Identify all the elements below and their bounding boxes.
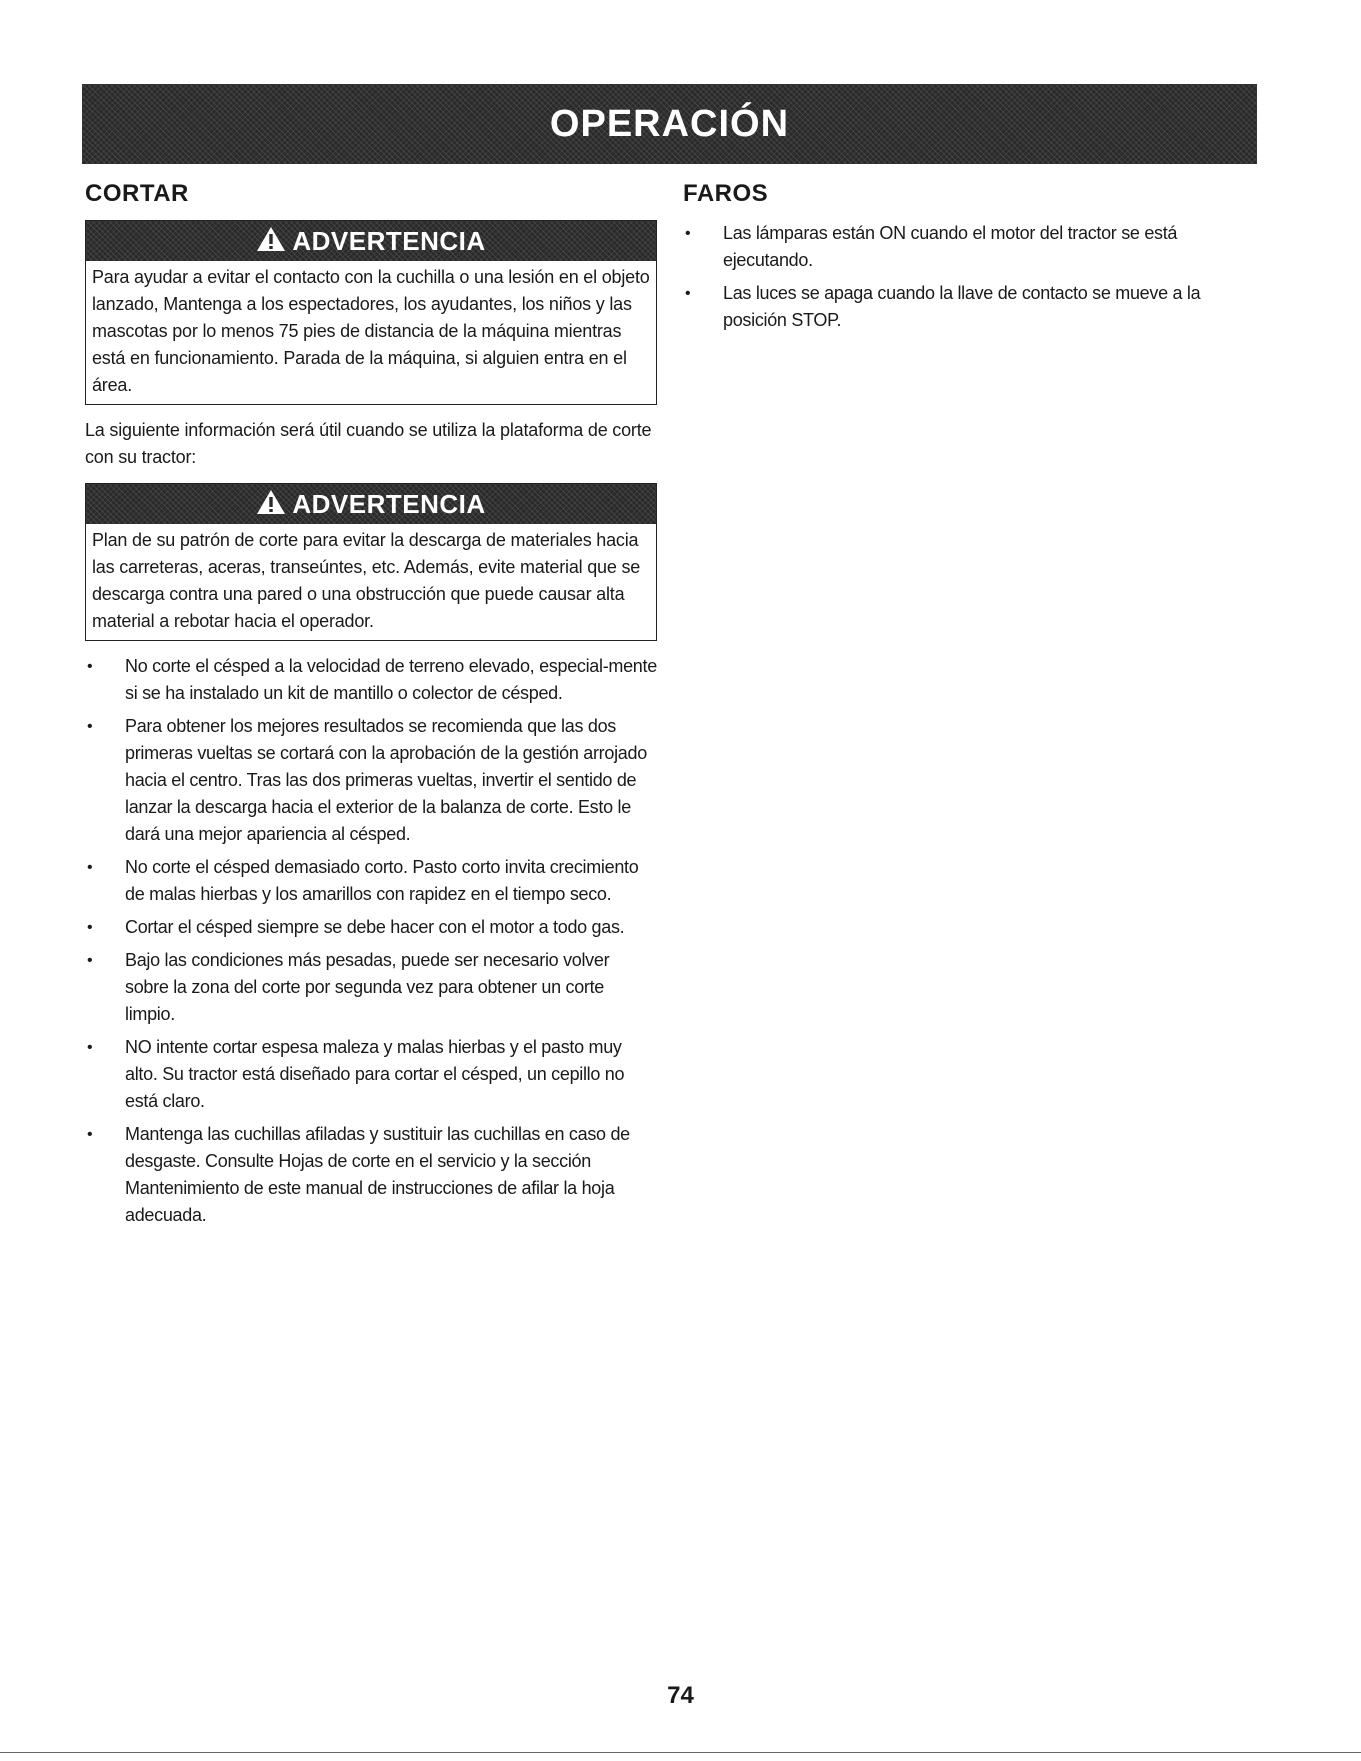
bullet-dot-icon: • — [87, 952, 93, 969]
page-number: 74 — [667, 1682, 694, 1709]
warning-text-1: Para ayudar a evitar el contacto con la cuchilla o una lesión en el objeto lanzado, Mantenga a los espectadores, los ayudantes, los niños y las mascotas por lo menos 75 pies de distancia de la máquina mientras está en funcionamiento. Parada de la máquina, si alguien entra en el área. — [92, 267, 650, 395]
faros-bullet-list — [683, 220, 1243, 334]
list-item: • NO intente cortar espesa maleza y malas hierbas y el pasto muy alto. Su tractor está diseñado para cortar el césped, un cepillo no está claro. — [85, 1034, 657, 1115]
faros-heading: FAROS — [683, 180, 769, 207]
warning-header-1 — [86, 221, 656, 261]
bullet-dot-icon: • — [87, 658, 93, 675]
bullet-dot-icon: • — [87, 1039, 93, 1056]
bullet-dot-icon: • — [685, 285, 691, 302]
warning-box-1 — [85, 220, 657, 405]
list-item: • Las lámparas están ON cuando el motor del tractor se está ejecutando. — [683, 220, 1243, 274]
list-item: • Bajo las condiciones más pesadas, puede ser necesario volver sobre la zona del corte por segunda vez para obtener un corte limpio. — [85, 947, 657, 1028]
faros-column — [683, 180, 1243, 340]
bullet-dot-icon: • — [87, 919, 93, 936]
cortar-column — [85, 180, 657, 1235]
bottom-divider — [0, 1752, 1361, 1753]
warning-title-2: ADVERTENCIA — [292, 488, 486, 519]
section-banner — [82, 84, 1257, 164]
warning-title-1: ADVERTENCIA — [292, 225, 486, 256]
warning-triangle-icon — [256, 226, 286, 257]
list-item: • Para obtener los mejores resultados se recomienda que las dos primeras vueltas se cortará con la aprobación de la gestión arrojado hacia el centro. Tras las dos primeras vueltas, invertir el sentido de lanzar la descarga hacia el exterior de la balanza de corte. Esto le dará una mejor apariencia al césped. — [85, 713, 657, 848]
bullet-dot-icon: • — [87, 1126, 93, 1143]
list-item: • No corte el césped demasiado corto. Pasto corto invita crecimiento de malas hierbas y los amarillos con rapidez en el tiempo seco. — [85, 854, 657, 908]
cortar-bullet-list — [85, 653, 657, 1229]
bullet-dot-icon: • — [87, 718, 93, 735]
bullet-dot-icon: • — [87, 859, 93, 876]
list-item: • Mantenga las cuchillas afiladas y sustituir las cuchillas en caso de desgaste. Consulte Hojas de corte en el servicio y la sección Mantenimiento de este manual de instrucciones de afilar la hoja adecuada. — [85, 1121, 657, 1229]
list-item: • Las luces se apaga cuando la llave de contacto se mueve a la posición STOP. — [683, 280, 1243, 334]
warning-box-2 — [85, 483, 657, 641]
bullet-dot-icon: • — [685, 225, 691, 242]
list-item: • Cortar el césped siempre se debe hacer con el motor a todo gas. — [85, 914, 657, 941]
warning-header-2 — [86, 484, 656, 524]
list-item: • No corte el césped a la velocidad de terreno elevado, especial-mente si se ha instalado un kit de mantillo o colector de césped. — [85, 653, 657, 707]
warning-text-2: Plan de su patrón de corte para evitar la descarga de materiales hacia las carreteras, aceras, transeúntes, etc. Además, evite material que se descarga contra una pared o una obstrucción que puede causar alta material a rebotar hacia el operador. — [92, 530, 641, 631]
intro-paragraph: La siguiente información será útil cuando se utiliza la plataforma de corte con su tractor: — [85, 420, 652, 467]
warning-triangle-icon — [256, 489, 286, 520]
cortar-heading: CORTAR — [85, 180, 189, 207]
banner-title: OPERACIÓN — [549, 102, 790, 145]
